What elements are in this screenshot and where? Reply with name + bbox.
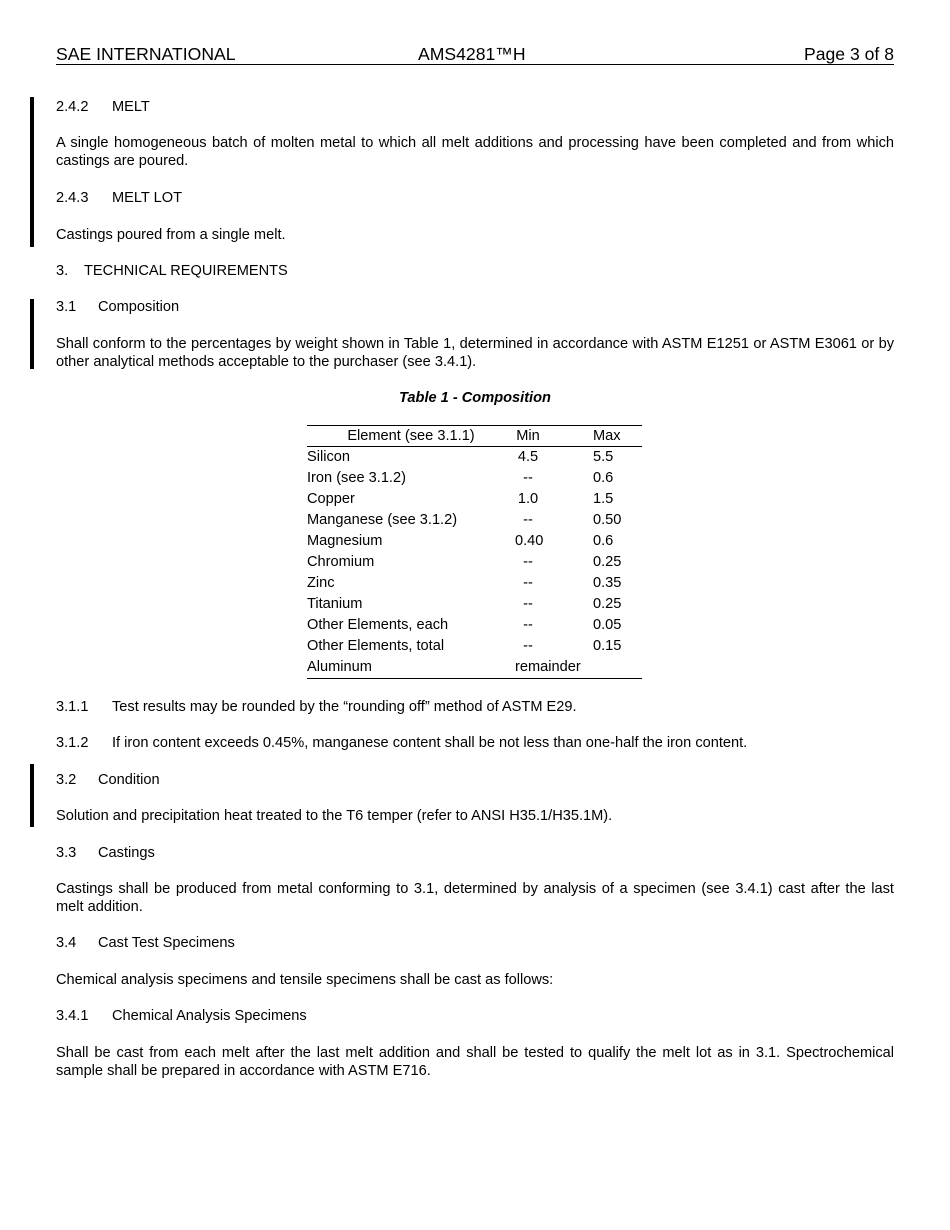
section-number: 3.1.1 [56,699,89,715]
section-3-4-text: Chemical analysis specimens and tensile specimens shall be cast as follows: [56,972,554,988]
section-title: TECHNICAL REQUIREMENTS [84,263,288,279]
section-number: 3.1.2 [56,735,89,751]
section-number: 3.2 [56,772,77,788]
cell-min: -- [523,575,533,591]
cell-element: Titanium [307,596,363,612]
section-text: If iron content exceeds 0.45%, manganese content shall be not less than one-half the iron content. [112,735,748,751]
cell-element: Zinc [307,575,335,591]
section-title: Cast Test Specimens [98,935,235,951]
header-doc-number: AMS4281™H [418,44,526,64]
table-row [307,447,642,469]
cell-element: Aluminum [307,657,515,679]
table-row [307,573,642,594]
table-header-row [307,426,642,447]
header-org: SAE INTERNATIONAL [56,44,236,64]
section-text: Test results may be rounded by the “rounding off” method of ASTM E29. [112,699,577,715]
cell-min: -- [523,554,533,570]
cell-element: Iron (see 3.1.2) [307,470,406,486]
section-3-3-heading [56,844,894,862]
section-number: 2.4.3 [56,190,89,206]
cell-element: Other Elements, each [307,617,449,633]
section-2-4-3-text: Castings poured from a single melt. [56,227,286,243]
section-3-1-2 [56,734,894,752]
table-row [307,468,642,489]
cell-max: 5.5 [593,449,614,465]
composition-table [307,425,642,679]
table-row [307,552,642,573]
section-title: Composition [98,299,180,315]
section-title: Castings [98,845,155,861]
cell-min: 4.5 [517,449,539,465]
cell-max [593,657,642,679]
section-2-4-2-heading [56,98,894,116]
table-row [307,531,642,552]
section-number: 3.4.1 [56,1008,89,1024]
section-3-3-text: Castings shall be produced from metal conforming to 3.1, determined by analysis of a specimen (see 3.4.1) cast after the last melt addition. [56,881,894,915]
column-header-max: Max [593,426,642,447]
table-caption: Table 1 - Composition [399,390,551,406]
section-3-2-heading [56,771,894,789]
cell-min: remainder [515,657,593,679]
section-title: MELT LOT [112,190,183,206]
change-bar [30,299,34,369]
cell-max: 0.05 [593,617,622,633]
section-3-1-heading [56,298,894,316]
section-number: 3.4 [56,935,77,951]
cell-element: Manganese (see 3.1.2) [307,512,458,528]
cell-min: -- [523,470,533,486]
section-title: Chemical Analysis Specimens [112,1008,307,1024]
cell-min: -- [523,596,533,612]
table-row [307,510,642,531]
change-bar [30,764,34,827]
section-number: 3.3 [56,845,77,861]
cell-max: 0.6 [593,470,614,486]
section-3-heading [56,262,894,280]
section-number: 3. [56,263,69,279]
table-row [307,594,642,615]
cell-element: Magnesium [307,533,383,549]
section-3-4-heading [56,934,894,952]
cell-max: 0.25 [593,554,622,570]
section-number: 2.4.2 [56,99,89,115]
cell-element: Silicon [307,449,350,465]
cell-min: 1.0 [517,491,539,507]
section-number: 3.1 [56,299,77,315]
cell-max: 1.5 [593,491,614,507]
column-header-element: Element (see 3.1.1) [307,426,515,447]
header-page-number: Page 3 of 8 [804,44,894,64]
cell-element: Copper [307,491,355,507]
cell-max: 0.50 [593,512,622,528]
change-bar [30,97,34,247]
section-3-4-1-heading [56,1007,894,1025]
section-title: Condition [98,772,160,788]
section-2-4-3-heading [56,189,894,207]
cell-min: -- [523,638,533,654]
section-3-2-text: Solution and precipitation heat treated to the T6 temper (refer to ANSI H35.1/H35.1M). [56,808,613,824]
section-title: MELT [112,99,150,115]
cell-min: 0.40 [515,533,544,549]
section-3-4-1-text: Shall be cast from each melt after the last melt addition and shall be tested to qualify the melt lot as in 3.1. Spectrochemical sample shall be prepared in accordance with ASTM E716. [56,1045,894,1079]
cell-element: Chromium [307,554,375,570]
table-row [307,636,642,657]
table-row [307,615,642,636]
column-header-min: Min [515,426,593,447]
cell-max: 0.15 [593,638,622,654]
section-3-1-1 [56,698,894,716]
section-2-4-2-text: A single homogeneous batch of molten metal to which all melt additions and processing have been completed and from which castings are poured. [56,135,894,169]
cell-max: 0.25 [593,596,622,612]
cell-element: Other Elements, total [307,638,445,654]
cell-min: -- [523,617,533,633]
table-row [307,657,642,679]
cell-max: 0.6 [593,533,614,549]
cell-min: -- [523,512,533,528]
cell-max: 0.35 [593,575,622,591]
table-row [307,489,642,510]
section-3-1-text: Shall conform to the percentages by weight shown in Table 1, determined in accordance with ASTM E1251 or ASTM E3061 or by other analytical methods acceptable to the purchaser (see 3.4.1). [56,336,894,370]
page-header [56,44,894,65]
